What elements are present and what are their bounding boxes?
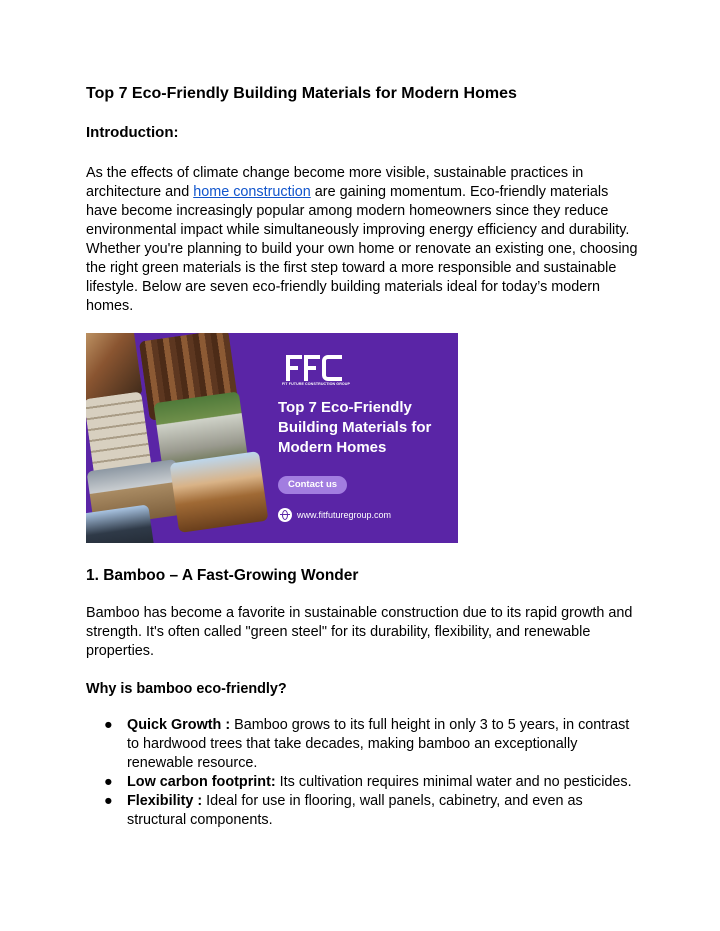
banner-photo-bamboo-house: [170, 451, 269, 533]
intro-text-before: As the effects of climate change become more visible, sustainable practices in architecture and: [86, 165, 584, 200]
globe-icon: [278, 508, 292, 522]
bamboo-bullet-list: [86, 716, 642, 830]
bullet-label: Flexibility :: [127, 793, 203, 809]
why-bamboo-heading: Why is bamboo eco-friendly?: [86, 681, 287, 697]
banner-title: Top 7 Eco-Friendly Building Materials for Modern Homes: [278, 399, 432, 456]
bullet-icon: ●: [104, 717, 113, 733]
intro-text-after: are gaining momentum. Eco-friendly materials have become increasingly popular among modern homeowners since they reduce environmental impact while simultaneously improving energy efficiency and durability. Whether you're planning to build your own home or renovate an existing one, choosing the right green materials is the first step toward a more responsible and sustainable lifestyle. Below are seven eco-friendly building materials ideal for today’s modern homes.: [86, 184, 638, 314]
list-item: [86, 773, 642, 792]
home-construction-link[interactable]: home construction: [193, 184, 311, 200]
banner-image: [86, 333, 458, 543]
section-heading-bamboo: 1. Bamboo – A Fast-Growing Wonder: [86, 567, 359, 584]
document-title: Top 7 Eco-Friendly Building Materials for Modern Homes: [86, 85, 517, 102]
bullet-label: Low carbon footprint:: [127, 774, 276, 790]
intro-paragraph: [86, 164, 642, 316]
logo-subtitle: FIT FUTURE CONSTRUCTION GROUP: [282, 382, 350, 386]
bullet-text: Bamboo grows to its full height in only 3 to 5 years, in contrast to hardwood trees that take decades, making bamboo an exceptionally renewable resource.: [127, 717, 630, 771]
list-item: [86, 716, 642, 773]
bullet-text: Its cultivation requires minimal water and no pesticides.: [275, 774, 632, 790]
bamboo-paragraph: Bamboo has become a favorite in sustainable construction due to its rapid growth and strength. It's often called "green steel" for its durability, flexibility, and renewable properties.: [86, 605, 633, 659]
contact-us-button[interactable]: Contact us: [278, 476, 347, 494]
bullet-label: Quick Growth :: [127, 717, 231, 733]
website-text: www.fitfuturegroup.com: [297, 510, 392, 520]
intro-heading: Introduction:: [86, 124, 179, 141]
bullet-text: Ideal for use in flooring, wall panels, cabinetry, and even as structural components.: [127, 793, 583, 828]
list-item: [86, 792, 642, 830]
website-row: [278, 507, 391, 523]
bullet-icon: ●: [104, 774, 113, 790]
bullet-icon: ●: [104, 793, 113, 809]
